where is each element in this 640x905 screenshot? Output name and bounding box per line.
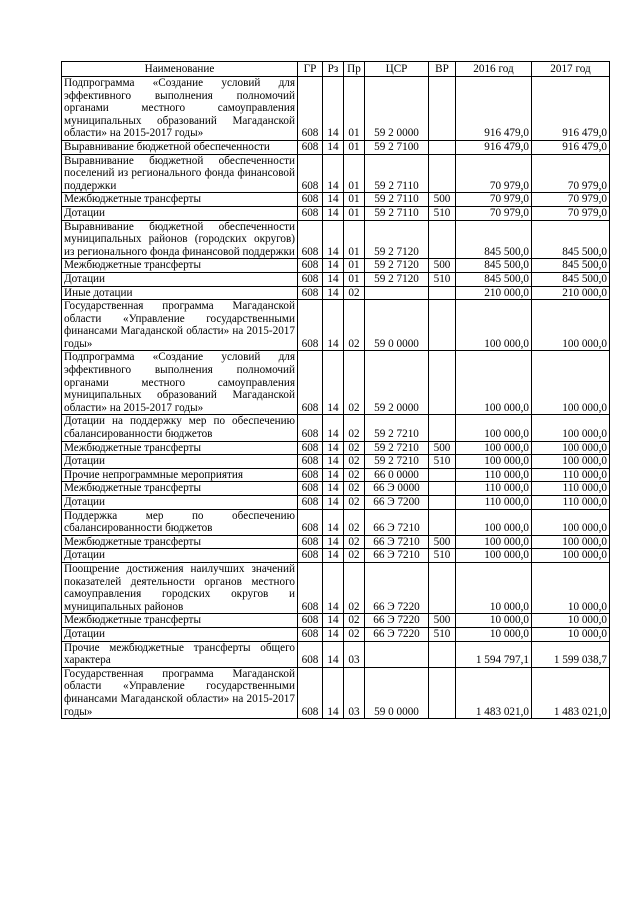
cell-pr: 02 (344, 468, 365, 482)
cell-2016: 70 979,0 (456, 206, 532, 220)
cell-pr: 01 (344, 220, 365, 259)
table-row (62, 496, 610, 510)
cell-gr: 608 (298, 415, 323, 441)
cell-vr: 500 (429, 535, 456, 549)
cell-vr: 500 (429, 193, 456, 207)
cell-2016: 845 500,0 (456, 220, 532, 259)
table-row (62, 272, 610, 286)
cell-2017: 100 000,0 (532, 535, 610, 549)
cell-name: Межбюджетные трансферты (62, 535, 298, 549)
cell-rz: 14 (323, 627, 344, 641)
cell-2016: 1 483 021,0 (456, 667, 532, 718)
cell-csr: 66 0 0000 (365, 468, 429, 482)
cell-csr: 59 2 7210 (365, 455, 429, 469)
cell-gr: 608 (298, 482, 323, 496)
cell-pr: 03 (344, 667, 365, 718)
cell-csr: 59 2 7210 (365, 415, 429, 441)
cell-2017: 100 000,0 (532, 300, 610, 351)
cell-2017: 845 500,0 (532, 259, 610, 273)
cell-gr: 608 (298, 77, 323, 141)
cell-gr: 608 (298, 286, 323, 300)
cell-name: Дотации (62, 496, 298, 510)
table-row (62, 193, 610, 207)
cell-gr: 608 (298, 220, 323, 259)
table-row (62, 154, 610, 193)
cell-rz: 14 (323, 272, 344, 286)
cell-csr: 59 2 7120 (365, 220, 429, 259)
cell-csr: 66 Э 7220 (365, 614, 429, 628)
cell-rz: 14 (323, 300, 344, 351)
cell-rz: 14 (323, 496, 344, 510)
cell-vr (429, 300, 456, 351)
cell-name: Межбюджетные трансферты (62, 259, 298, 273)
cell-pr: 01 (344, 140, 365, 154)
cell-gr: 608 (298, 667, 323, 718)
cell-2017: 100 000,0 (532, 455, 610, 469)
cell-pr: 02 (344, 562, 365, 613)
cell-csr: 66 Э 7220 (365, 562, 429, 613)
cell-vr (429, 140, 456, 154)
cell-rz: 14 (323, 415, 344, 441)
cell-2017: 110 000,0 (532, 468, 610, 482)
cell-rz: 14 (323, 535, 344, 549)
cell-pr: 02 (344, 614, 365, 628)
cell-vr (429, 154, 456, 193)
cell-pr: 01 (344, 193, 365, 207)
cell-pr: 01 (344, 206, 365, 220)
cell-vr (429, 77, 456, 141)
table-row (62, 562, 610, 613)
cell-csr: 59 2 7120 (365, 272, 429, 286)
cell-name: Подпрограмма «Создание условий для эффективного выполнения полномочий органами местного самоуправления муниципальных образований Магаданской области» на 2015-2017 годы» (62, 77, 298, 141)
cell-pr: 02 (344, 300, 365, 351)
header-csr: ЦСР (365, 62, 429, 77)
cell-name: Поддержка мер по обеспечению сбалансированности бюджетов (62, 509, 298, 535)
cell-csr: 59 2 7110 (365, 206, 429, 220)
cell-vr (429, 351, 456, 415)
cell-2017: 845 500,0 (532, 272, 610, 286)
cell-2016: 210 000,0 (456, 286, 532, 300)
cell-2017: 210 000,0 (532, 286, 610, 300)
cell-2016: 100 000,0 (456, 509, 532, 535)
cell-name: Поощрение достижения наилучших значений показателей деятельности органов местного самоуправления городских округов и муниципальных районов (62, 562, 298, 613)
cell-pr: 01 (344, 272, 365, 286)
cell-vr: 510 (429, 627, 456, 641)
cell-csr (365, 286, 429, 300)
header-rz: Рз (323, 62, 344, 77)
cell-2017: 1 599 038,7 (532, 641, 610, 667)
cell-2017: 10 000,0 (532, 614, 610, 628)
cell-gr: 608 (298, 468, 323, 482)
cell-rz: 14 (323, 562, 344, 613)
table-row (62, 77, 610, 141)
cell-pr: 02 (344, 441, 365, 455)
cell-2016: 916 479,0 (456, 77, 532, 141)
cell-2016: 100 000,0 (456, 351, 532, 415)
cell-vr: 510 (429, 206, 456, 220)
cell-name: Межбюджетные трансферты (62, 193, 298, 207)
cell-gr: 608 (298, 206, 323, 220)
cell-gr: 608 (298, 549, 323, 563)
cell-name: Выравнивание бюджетной обеспеченности муниципальных районов (городских округов) из регионального фонда финансовой поддержки (62, 220, 298, 259)
cell-vr (429, 509, 456, 535)
table-row (62, 455, 610, 469)
cell-2016: 1 594 797,1 (456, 641, 532, 667)
cell-pr: 01 (344, 77, 365, 141)
cell-vr: 500 (429, 259, 456, 273)
cell-2017: 70 979,0 (532, 193, 610, 207)
cell-2016: 10 000,0 (456, 627, 532, 641)
cell-pr: 02 (344, 482, 365, 496)
cell-rz: 14 (323, 455, 344, 469)
cell-pr: 02 (344, 455, 365, 469)
cell-name: Дотации (62, 272, 298, 286)
cell-2017: 70 979,0 (532, 154, 610, 193)
cell-2016: 100 000,0 (456, 300, 532, 351)
cell-2016: 70 979,0 (456, 193, 532, 207)
table-row (62, 441, 610, 455)
table-row (62, 614, 610, 628)
cell-gr: 608 (298, 154, 323, 193)
cell-pr: 02 (344, 415, 365, 441)
cell-name: Дотации на поддержку мер по обеспечению сбалансированности бюджетов (62, 415, 298, 441)
cell-gr: 608 (298, 193, 323, 207)
cell-rz: 14 (323, 154, 344, 193)
cell-rz: 14 (323, 140, 344, 154)
cell-csr: 59 2 7120 (365, 259, 429, 273)
cell-2017: 1 483 021,0 (532, 667, 610, 718)
table-row (62, 641, 610, 667)
cell-vr: 500 (429, 614, 456, 628)
header-2017: 2017 год (532, 62, 610, 77)
cell-csr: 66 Э 7210 (365, 509, 429, 535)
cell-name: Подпрограмма «Создание условий для эффективного выполнения полномочий органами местного самоуправления муниципальных образований Магаданской области» на 2015-2017 годы» (62, 351, 298, 415)
cell-2017: 70 979,0 (532, 206, 610, 220)
cell-gr: 608 (298, 140, 323, 154)
table-body (62, 77, 610, 719)
cell-name: Дотации (62, 455, 298, 469)
cell-name: Дотации (62, 206, 298, 220)
cell-pr: 02 (344, 286, 365, 300)
cell-name: Государственная программа Магаданской области «Управление государственными финансами Магаданской области» на 2015-2017 годы» (62, 667, 298, 718)
cell-vr: 500 (429, 441, 456, 455)
cell-gr: 608 (298, 614, 323, 628)
cell-csr: 59 2 7210 (365, 441, 429, 455)
cell-csr: 66 Э 7220 (365, 627, 429, 641)
header-pr: Пр (344, 62, 365, 77)
cell-pr: 01 (344, 154, 365, 193)
header-name: Наименование (62, 62, 298, 77)
cell-pr: 02 (344, 549, 365, 563)
cell-gr: 608 (298, 300, 323, 351)
cell-name: Выравнивание бюджетной обеспеченности (62, 140, 298, 154)
cell-vr (429, 482, 456, 496)
cell-rz: 14 (323, 351, 344, 415)
cell-gr: 608 (298, 627, 323, 641)
cell-2016: 70 979,0 (456, 154, 532, 193)
cell-2017: 100 000,0 (532, 351, 610, 415)
cell-rz: 14 (323, 286, 344, 300)
cell-vr: 510 (429, 272, 456, 286)
table-row (62, 482, 610, 496)
cell-gr: 608 (298, 509, 323, 535)
cell-2017: 100 000,0 (532, 509, 610, 535)
table-row (62, 259, 610, 273)
cell-gr: 608 (298, 641, 323, 667)
table-row (62, 220, 610, 259)
cell-csr: 66 Э 7210 (365, 549, 429, 563)
cell-pr: 02 (344, 627, 365, 641)
cell-gr: 608 (298, 562, 323, 613)
cell-csr: 59 2 7110 (365, 193, 429, 207)
cell-2016: 100 000,0 (456, 415, 532, 441)
cell-2016: 100 000,0 (456, 455, 532, 469)
cell-rz: 14 (323, 77, 344, 141)
cell-2017: 10 000,0 (532, 562, 610, 613)
cell-2017: 100 000,0 (532, 549, 610, 563)
cell-2017: 916 479,0 (532, 140, 610, 154)
cell-rz: 14 (323, 614, 344, 628)
cell-name: Прочие межбюджетные трансферты общего характера (62, 641, 298, 667)
cell-2017: 10 000,0 (532, 627, 610, 641)
cell-2016: 845 500,0 (456, 259, 532, 273)
cell-vr (429, 415, 456, 441)
cell-name: Дотации (62, 549, 298, 563)
cell-2016: 100 000,0 (456, 535, 532, 549)
cell-csr: 59 2 0000 (365, 351, 429, 415)
table-row (62, 415, 610, 441)
table-row (62, 286, 610, 300)
cell-2016: 916 479,0 (456, 140, 532, 154)
cell-rz: 14 (323, 441, 344, 455)
cell-csr: 59 0 0000 (365, 667, 429, 718)
cell-gr: 608 (298, 272, 323, 286)
cell-gr: 608 (298, 496, 323, 510)
cell-2016: 845 500,0 (456, 272, 532, 286)
cell-rz: 14 (323, 509, 344, 535)
cell-gr: 608 (298, 351, 323, 415)
cell-rz: 14 (323, 220, 344, 259)
table-row (62, 627, 610, 641)
cell-2016: 100 000,0 (456, 549, 532, 563)
cell-rz: 14 (323, 641, 344, 667)
table-row (62, 206, 610, 220)
cell-2017: 100 000,0 (532, 415, 610, 441)
cell-csr: 66 Э 0000 (365, 482, 429, 496)
cell-rz: 14 (323, 468, 344, 482)
cell-vr: 510 (429, 549, 456, 563)
cell-gr: 608 (298, 455, 323, 469)
cell-name: Межбюджетные трансферты (62, 441, 298, 455)
cell-2016: 110 000,0 (456, 496, 532, 510)
budget-document (61, 61, 609, 719)
table-row (62, 468, 610, 482)
cell-rz: 14 (323, 482, 344, 496)
cell-rz: 14 (323, 206, 344, 220)
cell-2016: 10 000,0 (456, 614, 532, 628)
cell-rz: 14 (323, 193, 344, 207)
cell-2016: 100 000,0 (456, 441, 532, 455)
cell-csr: 66 Э 7210 (365, 535, 429, 549)
header-2016: 2016 год (456, 62, 532, 77)
table-row (62, 535, 610, 549)
cell-name: Межбюджетные трансферты (62, 614, 298, 628)
header-gr: ГР (298, 62, 323, 77)
table-row (62, 667, 610, 718)
table-row (62, 300, 610, 351)
header-vr: ВР (429, 62, 456, 77)
cell-2017: 110 000,0 (532, 496, 610, 510)
cell-gr: 608 (298, 535, 323, 549)
cell-2017: 100 000,0 (532, 441, 610, 455)
table-row (62, 509, 610, 535)
cell-rz: 14 (323, 259, 344, 273)
cell-pr: 02 (344, 351, 365, 415)
cell-csr: 59 2 0000 (365, 77, 429, 141)
cell-vr (429, 496, 456, 510)
cell-rz: 14 (323, 667, 344, 718)
cell-gr: 608 (298, 441, 323, 455)
cell-2017: 916 479,0 (532, 77, 610, 141)
cell-vr (429, 220, 456, 259)
cell-csr: 59 2 7110 (365, 154, 429, 193)
cell-pr: 02 (344, 535, 365, 549)
header-row (62, 62, 610, 77)
cell-name: Прочие непрограммные мероприятия (62, 468, 298, 482)
cell-2016: 110 000,0 (456, 468, 532, 482)
cell-2016: 10 000,0 (456, 562, 532, 613)
cell-vr: 510 (429, 455, 456, 469)
cell-rz: 14 (323, 549, 344, 563)
cell-csr (365, 641, 429, 667)
cell-vr (429, 641, 456, 667)
cell-vr (429, 562, 456, 613)
cell-name: Дотации (62, 627, 298, 641)
cell-2017: 110 000,0 (532, 482, 610, 496)
table-row (62, 351, 610, 415)
cell-pr: 02 (344, 496, 365, 510)
cell-csr: 59 0 0000 (365, 300, 429, 351)
cell-name: Государственная программа Магаданской области «Управление государственными финансами Магаданской области» на 2015-2017 годы» (62, 300, 298, 351)
cell-pr: 03 (344, 641, 365, 667)
cell-vr (429, 468, 456, 482)
table-row (62, 140, 610, 154)
cell-2017: 845 500,0 (532, 220, 610, 259)
cell-name: Межбюджетные трансферты (62, 482, 298, 496)
cell-name: Выравнивание бюджетной обеспеченности поселений из регионального фонда финансовой поддержки (62, 154, 298, 193)
cell-csr: 66 Э 7200 (365, 496, 429, 510)
cell-2016: 110 000,0 (456, 482, 532, 496)
cell-name: Иные дотации (62, 286, 298, 300)
cell-pr: 02 (344, 509, 365, 535)
table-row (62, 549, 610, 563)
cell-vr (429, 286, 456, 300)
budget-table (61, 61, 610, 719)
cell-pr: 01 (344, 259, 365, 273)
cell-gr: 608 (298, 259, 323, 273)
cell-vr (429, 667, 456, 718)
cell-csr: 59 2 7100 (365, 140, 429, 154)
